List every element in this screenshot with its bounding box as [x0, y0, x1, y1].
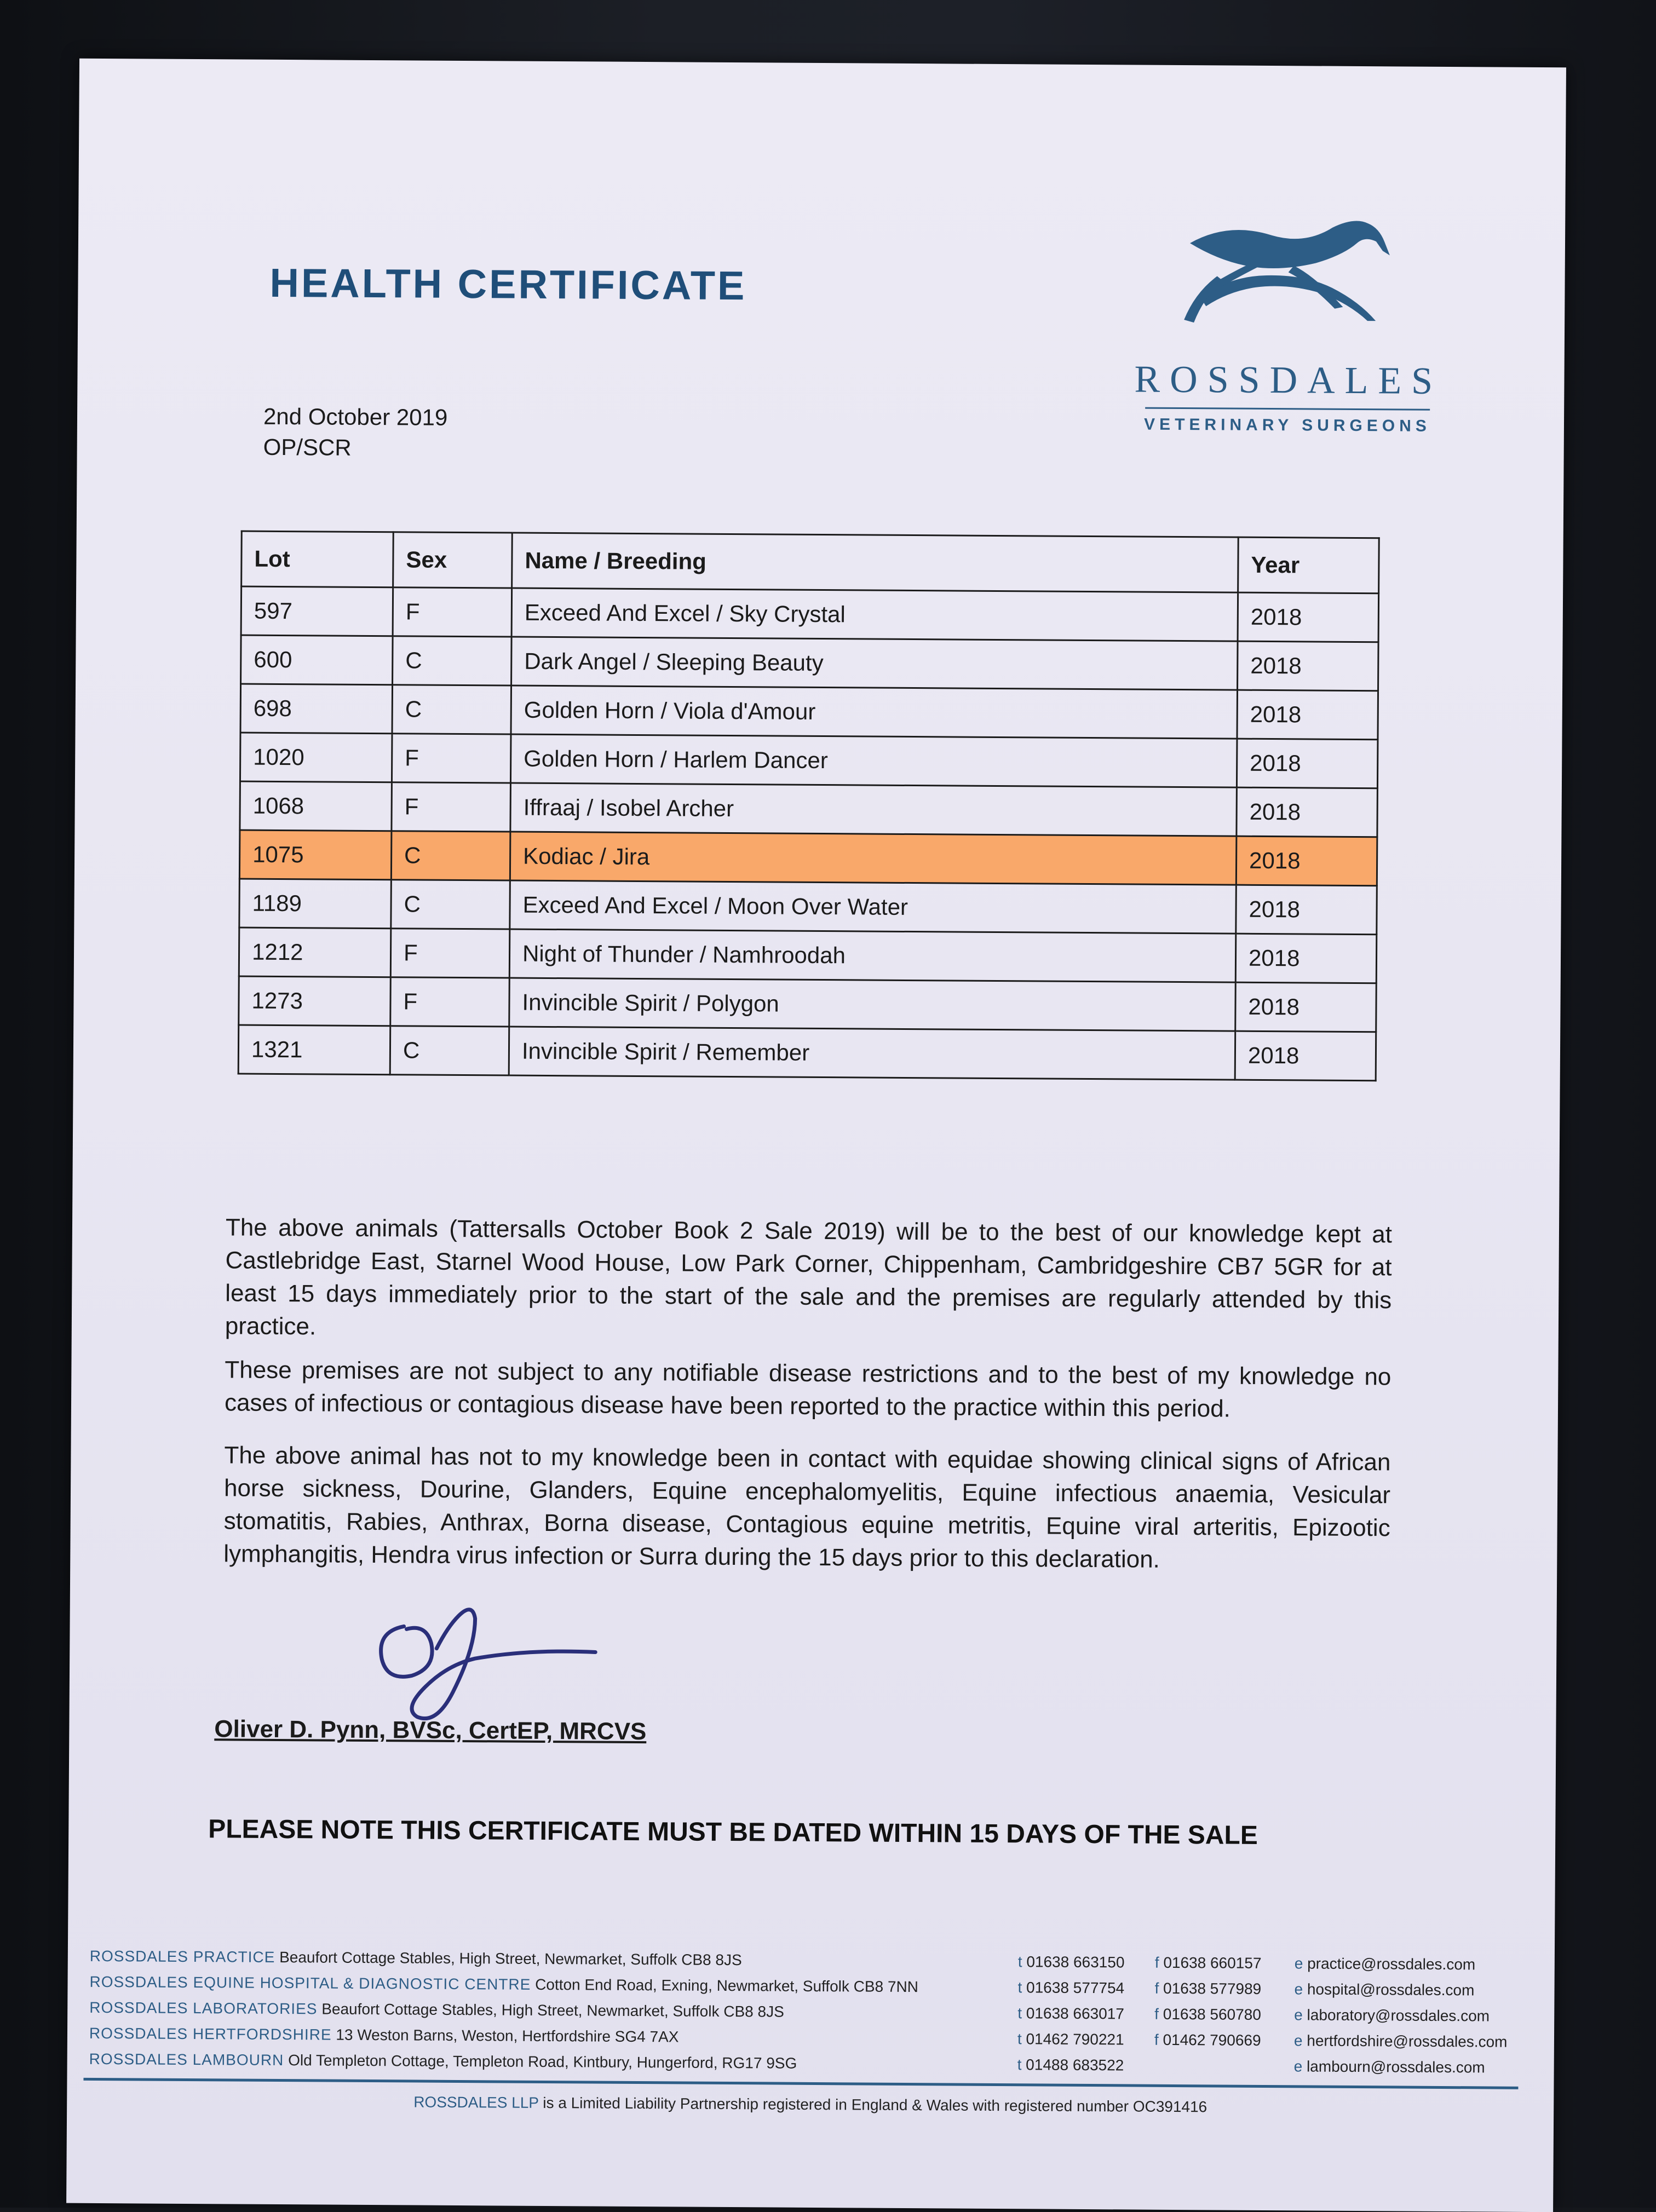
galloping-horse-icon: [1178, 210, 1398, 337]
cell-sex: F: [390, 977, 510, 1027]
cell-name: Golden Horn / Harlem Dancer: [510, 734, 1237, 787]
office-phone: t 01462 790221: [1017, 2030, 1124, 2048]
office-email: e lambourn@rossdales.com: [1293, 2058, 1485, 2076]
registration-name: ROSSDALES LLP: [413, 2093, 539, 2111]
paragraph-contact-declaration: The above animal has not to my knowledge been in contact with equidae showing clinical signs of African horse sickness, Dourine, Glanders, Equine encephalomyelitis, Equine infectious anaemia, Vesicular stomatitis, Rabies, Anthrax, Borna disease, Contagious equine metritis, Equine viral arteritis, Epizootic lymphangitis, Hendra virus infection or Surra during the 15 days prior to this declaration.: [223, 1442, 1391, 1573]
table-row: [241, 635, 1379, 691]
cell-sex: F: [390, 929, 510, 978]
cell-sex: F: [392, 782, 511, 832]
office-address: Beaufort Cottage Stables, High Street, Newmarket, Suffolk CB8 8JS: [321, 2000, 784, 2020]
cell-lot: 1189: [239, 879, 392, 929]
logo-name: ROSSDALES: [1134, 358, 1443, 402]
office-name: ROSSDALES EQUINE HOSPITAL & DIAGNOSTIC CENTRE: [89, 1973, 531, 1993]
cell-lot: 1075: [239, 830, 392, 880]
header-year: Year: [1238, 537, 1379, 594]
office-name: ROSSDALES LABORATORIES: [89, 1998, 318, 2018]
office-email: e practice@rossdales.com: [1294, 1955, 1476, 1973]
cell-name: Iffraaj / Isobel Archer: [510, 783, 1237, 836]
certificate-date: 2nd October 2019: [263, 403, 448, 430]
office-fax: f 01462 790669: [1154, 2031, 1261, 2049]
table-row: [241, 586, 1379, 642]
cell-lot: 698: [240, 684, 393, 734]
logo-subtitle: VETERINARY SURGEONS: [1144, 415, 1431, 435]
office-phone: t 01488 683522: [1017, 2056, 1124, 2074]
cell-name: Exceed And Excel / Moon Over Water: [510, 880, 1237, 934]
footer-offices: [89, 1948, 1536, 2085]
office-phone: t 01638 663150: [1017, 1953, 1125, 1971]
cell-lot: 600: [241, 635, 393, 685]
cell-name: Invincible Spirit / Polygon: [509, 978, 1236, 1031]
office-address: Old Templeton Cottage, Templeton Road, Kintbury, Hungerford, RG17 9SG: [288, 2052, 797, 2072]
paragraph-premises: The above animals (Tattersalls October Book 2 Sale 2019) will be to the best of our knowledge kept at Castlebridge East, Starnel Wood House, Low Park Corner, Chippenham, Cambridgeshire CB7 5GR for at least 15 days immediately prior to the start of the sale and the premises are regularly attended by this practice.: [225, 1214, 1393, 1340]
certificate-title: HEALTH CERTIFICATE: [269, 260, 747, 309]
cell-lot: 1068: [240, 781, 392, 831]
lots-table: [238, 531, 1380, 1082]
office-address: 13 Weston Barns, Weston, Hertfordshire SG4 7AX: [336, 2026, 679, 2046]
cell-lot: 1321: [238, 1025, 390, 1075]
cell-year: 2018: [1236, 836, 1377, 886]
office-phone: t 01638 577754: [1017, 1979, 1125, 1997]
office-name: ROSSDALES LAMBOURN: [89, 2050, 284, 2069]
office-name: ROSSDALES HERTFORDSHIRE: [89, 2024, 332, 2043]
office-address: Cotton End Road, Exning, Newmarket, Suffolk CB8 7NN: [535, 1975, 919, 1996]
cell-sex: F: [393, 587, 512, 637]
cell-name: Invincible Spirit / Remember: [509, 1027, 1235, 1080]
signatory-name: Oliver D. Pynn, BVSc, CertEP, MRCVS: [214, 1715, 647, 1746]
cell-sex: C: [391, 831, 510, 880]
cell-lot: 1273: [239, 976, 391, 1026]
office-email: e hospital@rossdales.com: [1294, 1980, 1475, 1999]
cell-sex: F: [392, 734, 511, 783]
table-row: [240, 733, 1378, 788]
cell-year: 2018: [1236, 885, 1377, 935]
cell-sex: C: [390, 1026, 509, 1075]
cell-name: Night of Thunder / Namhroodah: [509, 929, 1236, 982]
cell-year: 2018: [1237, 739, 1378, 788]
cell-year: 2018: [1235, 982, 1377, 1032]
table-row: [239, 928, 1377, 983]
cell-name: Kodiac / Jira: [510, 832, 1237, 885]
header-name-breeding: Name / Breeding: [512, 533, 1239, 592]
table-row: [238, 1025, 1376, 1081]
table-row: [240, 684, 1378, 740]
cell-year: 2018: [1237, 787, 1378, 837]
cell-year: 2018: [1235, 1031, 1376, 1081]
cell-lot: 1020: [240, 733, 392, 782]
table-row: [240, 781, 1378, 837]
handwritten-signature: [365, 1593, 618, 1737]
office-address: Beaufort Cottage Stables, High Street, Newmarket, Suffolk CB8 8JS: [279, 1949, 742, 1969]
cell-sex: C: [391, 880, 510, 929]
certificate-page: [66, 59, 1566, 2212]
header-sex: Sex: [393, 532, 513, 588]
cell-sex: C: [392, 685, 511, 734]
header-lot: Lot: [242, 531, 394, 587]
cell-sex: C: [393, 636, 512, 686]
office-fax: f 01638 660157: [1154, 1954, 1262, 1972]
cell-name: Dark Angel / Sleeping Beauty: [511, 637, 1238, 690]
cell-year: 2018: [1238, 592, 1379, 642]
office-fax: f 01638 560780: [1154, 2005, 1261, 2023]
cell-lot: 1212: [239, 928, 391, 977]
office-email: e laboratory@rossdales.com: [1294, 2006, 1490, 2025]
dating-notice: PLEASE NOTE THIS CERTIFICATE MUST BE DATED WITHIN 15 DAYS OF THE SALE: [208, 1814, 1258, 1850]
registration-text: is a Limited Liability Partnership registered in England & Wales with registered number OC391416: [543, 2094, 1208, 2116]
cell-year: 2018: [1235, 934, 1377, 983]
registration-line: [67, 2092, 1554, 2118]
office-fax: f 01638 577989: [1154, 1979, 1262, 1997]
table-row: [239, 976, 1377, 1032]
cell-name: Exceed And Excel / Sky Crystal: [511, 588, 1238, 641]
rossdales-logo: [1134, 210, 1443, 435]
certificate-reference: OP/SCR: [263, 434, 352, 460]
cell-name: Golden Horn / Viola d'Amour: [511, 686, 1238, 739]
office-email: e hertfordshire@rossdales.com: [1293, 2032, 1508, 2050]
logo-rule: [1145, 407, 1430, 411]
cell-year: 2018: [1238, 641, 1379, 691]
cell-year: 2018: [1237, 690, 1378, 740]
office-name: ROSSDALES PRACTICE: [89, 1947, 275, 1966]
cell-lot: 597: [241, 586, 393, 636]
paragraph-restrictions: These premises are not subject to any notifiable disease restrictions and to the best of my knowledge no cases of infectious or contagious disease have been reported to the practice within this period.: [224, 1356, 1392, 1422]
office-phone: t 01638 663017: [1017, 2004, 1124, 2023]
table-row-highlighted: [239, 830, 1377, 886]
table-header-row: [242, 531, 1379, 594]
table-row: [239, 879, 1377, 935]
